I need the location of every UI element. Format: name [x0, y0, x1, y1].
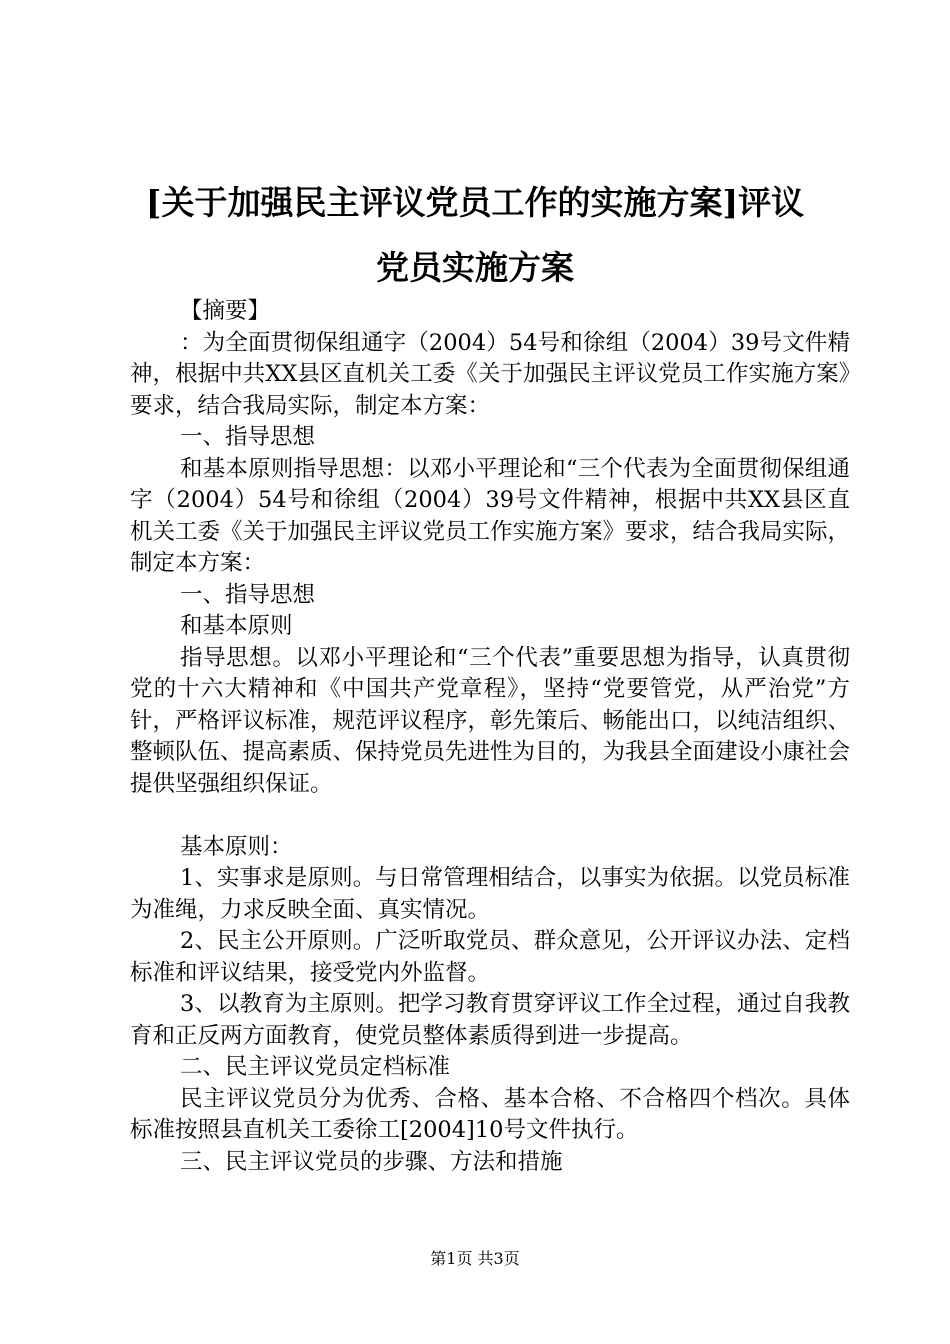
section-heading-1-repeat: 一、指导思想: [180, 581, 316, 608]
paragraph: 和基本原则: [180, 613, 293, 639]
section-heading-2: 二、民主评议党员定档标准: [180, 1054, 451, 1080]
document-title-line-1: [关于加强民主评议党员工作的实施方案]评议: [145, 183, 805, 222]
grading-paragraph: 民主评议党员分为优秀、合格、基本合格、不合格四个档次。具体标准按照县直机关工委徐工[2004]10号文件执行。: [130, 1085, 850, 1143]
page-footer: 第1页 共3页: [430, 1249, 520, 1268]
blank-line: [130, 800, 850, 832]
document-body: [130, 296, 850, 1178]
section-heading-3: 三、民主评议党员的步骤、方法和措施: [180, 1148, 563, 1175]
section-heading-1: 一、指导思想: [180, 424, 316, 450]
document-title-line-2: 党员实施方案: [376, 248, 574, 287]
abstract-heading: 【摘要】: [180, 298, 271, 324]
abstract-paragraph: ：为全面贯彻保组通字（2004）54号和徐组（2004）39号文件精神，根据中共XX县区直机关工委《关于加强民主评议党员工作实施方案》要求，结合我局实际，制定本方案：: [130, 329, 850, 419]
paragraph: 和基本原则指导思想：以邓小平理论和“三个代表为全面贯彻保组通字（2004）54号和徐组（2004）39号文件精神，根据中共XX县区直机关工委《关于加强民主评议党员工作实施方案》要求，结合我局实际，制定本方案：: [130, 455, 851, 576]
guiding-thought-paragraph: 指导思想。以邓小平理论和“三个代表”重要思想为指导，认真贯彻党的十六大精神和《中国共产党章程》，坚持“党要管党，从严治党”方针，严格评议标准，规范评议程序，彰先策后、畅能出口，以纯洁组织、整顿队伍、提高素质、保持党员先进性为目的，为我县全面建设小康社会提供坚强组织保证。: [130, 644, 851, 797]
principle-item-3: 3、以教育为主原则。把学习教育贯穿评议工作全过程，通过自我教育和正反两方面教育，使党员整体素质得到进一步提高。: [130, 991, 850, 1049]
basic-principles-heading: 基本原则：: [180, 833, 293, 860]
principle-item-1: 1、实事求是原则。与日常管理相结合，以事实为依据。以党员标准为准绳，力求反映全面、真实情况。: [130, 865, 850, 923]
principle-item-2: 2、民主公开原则。广泛听取党员、群众意见，公开评议办法、定档标准和评议结果，接受党内外监督。: [130, 928, 850, 986]
